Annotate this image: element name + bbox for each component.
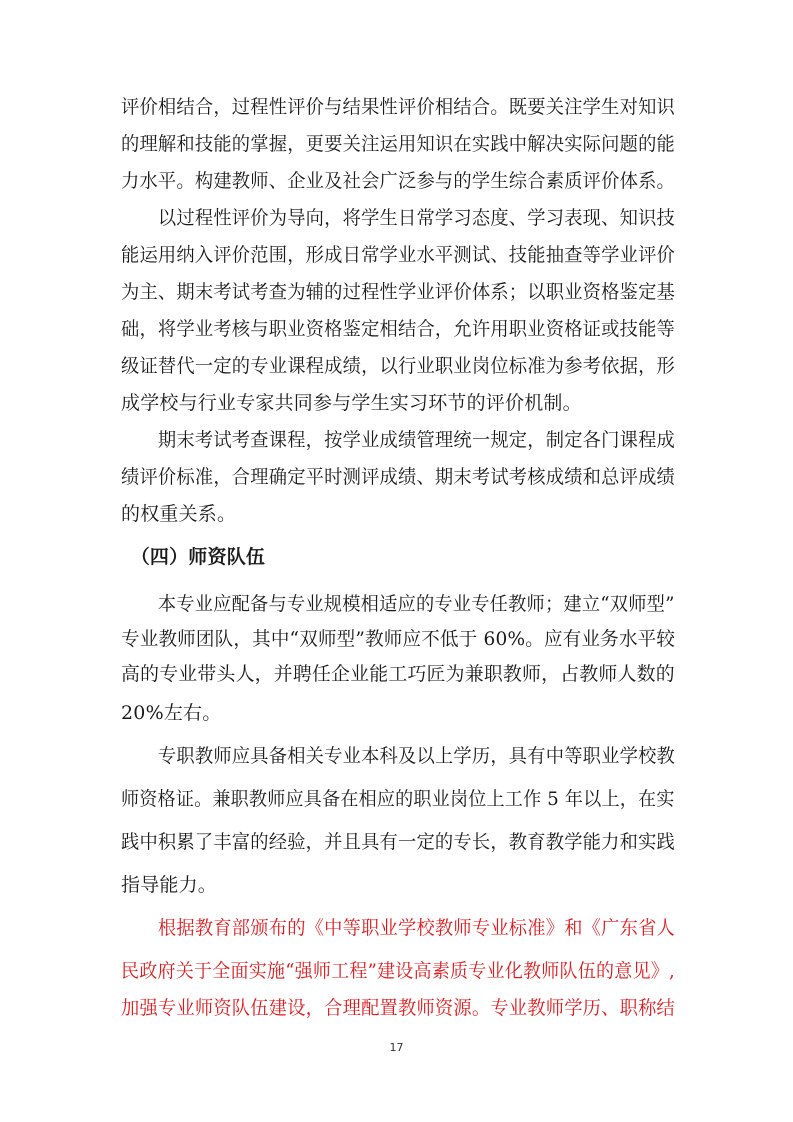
paragraph5-line-3: 践中积累了丰富的经验，并且具有一定的专长，教育教学能力和实践	[121, 831, 676, 853]
page-number: 17	[389, 1041, 404, 1054]
paragraph3-line-1: 期末考试考查课程，按学业成绩管理统一规定，制定各门课程成	[121, 429, 676, 451]
section-heading: （四）师资队伍	[121, 546, 266, 568]
paragraph6-line-1: 根据教育部颁布的《中等职业学校教师专业标准》和《广东省人	[121, 917, 676, 939]
paragraph5-line-4: 指导能力。	[121, 874, 218, 896]
paragraph3-line-3: 的权重关系。	[121, 503, 237, 525]
paragraph4-line-1: 本专业应配备与专业规模相适应的专业专任教师；建立“双师型”	[121, 593, 675, 615]
paragraph3-line-2: 绩评价标准，合理确定平时测评成绩、期末考试考核成绩和总评成绩	[121, 466, 676, 488]
paragraph5-line-2: 师资格证。兼职教师应具备在相应的职业岗位上工作 5 年以上，在实	[121, 788, 675, 810]
paragraph2-line-3: 为主、期末考试考查为辅的过程性学业评价体系；以职业资格鉴定基	[121, 281, 676, 303]
paragraph6-line-2: 民政府关于全面实施“强师工程”建设高素质专业化教师队伍的意见》,	[121, 960, 675, 982]
paragraph1-line-3: 力水平。构建教师、企业及社会广泛参与的学生综合素质评价体系。	[121, 170, 676, 192]
paragraph4-line-4: 20%左右。	[121, 702, 222, 724]
paragraph1-line-2: 的理解和技能的掌握，更要关注运用知识在实践中解决实际问题的能	[121, 133, 676, 155]
paragraph4-line-2: 专业教师团队，其中“双师型”教师应不低于 60%。应有业务水平较	[121, 628, 676, 650]
paragraph2-line-4: 础，将学业考核与职业资格鉴定相结合，允许用职业资格证或技能等	[121, 318, 676, 340]
paragraph4-line-3: 高的专业带头人，并聘任企业能工巧匠为兼职教师，占教师人数的	[121, 663, 675, 685]
paragraph2-line-6: 成学校与行业专家共同参与学生实习环节的评价机制。	[121, 392, 582, 414]
paragraph2-line-5: 级证替代一定的专业课程成绩，以行业职业岗位标准为参考依据，形	[121, 355, 676, 377]
paragraph2-line-1: 以过程性评价为导向，将学生日常学习态度、学习表现、知识技	[121, 207, 676, 229]
paragraph5-line-1: 专职教师应具备相关专业本科及以上学历，具有中等职业学校教	[121, 745, 676, 767]
paragraph1-line-1: 评价相结合，过程性评价与结果性评价相结合。既要关注学生对知识	[121, 96, 676, 118]
paragraph2-line-2: 能运用纳入评价范围，形成日常学业水平测试、技能抽查等学业评价	[121, 244, 676, 266]
paragraph6-line-3: 加强专业师资队伍建设，合理配置教师资源。专业教师学历、职称结	[121, 997, 676, 1019]
